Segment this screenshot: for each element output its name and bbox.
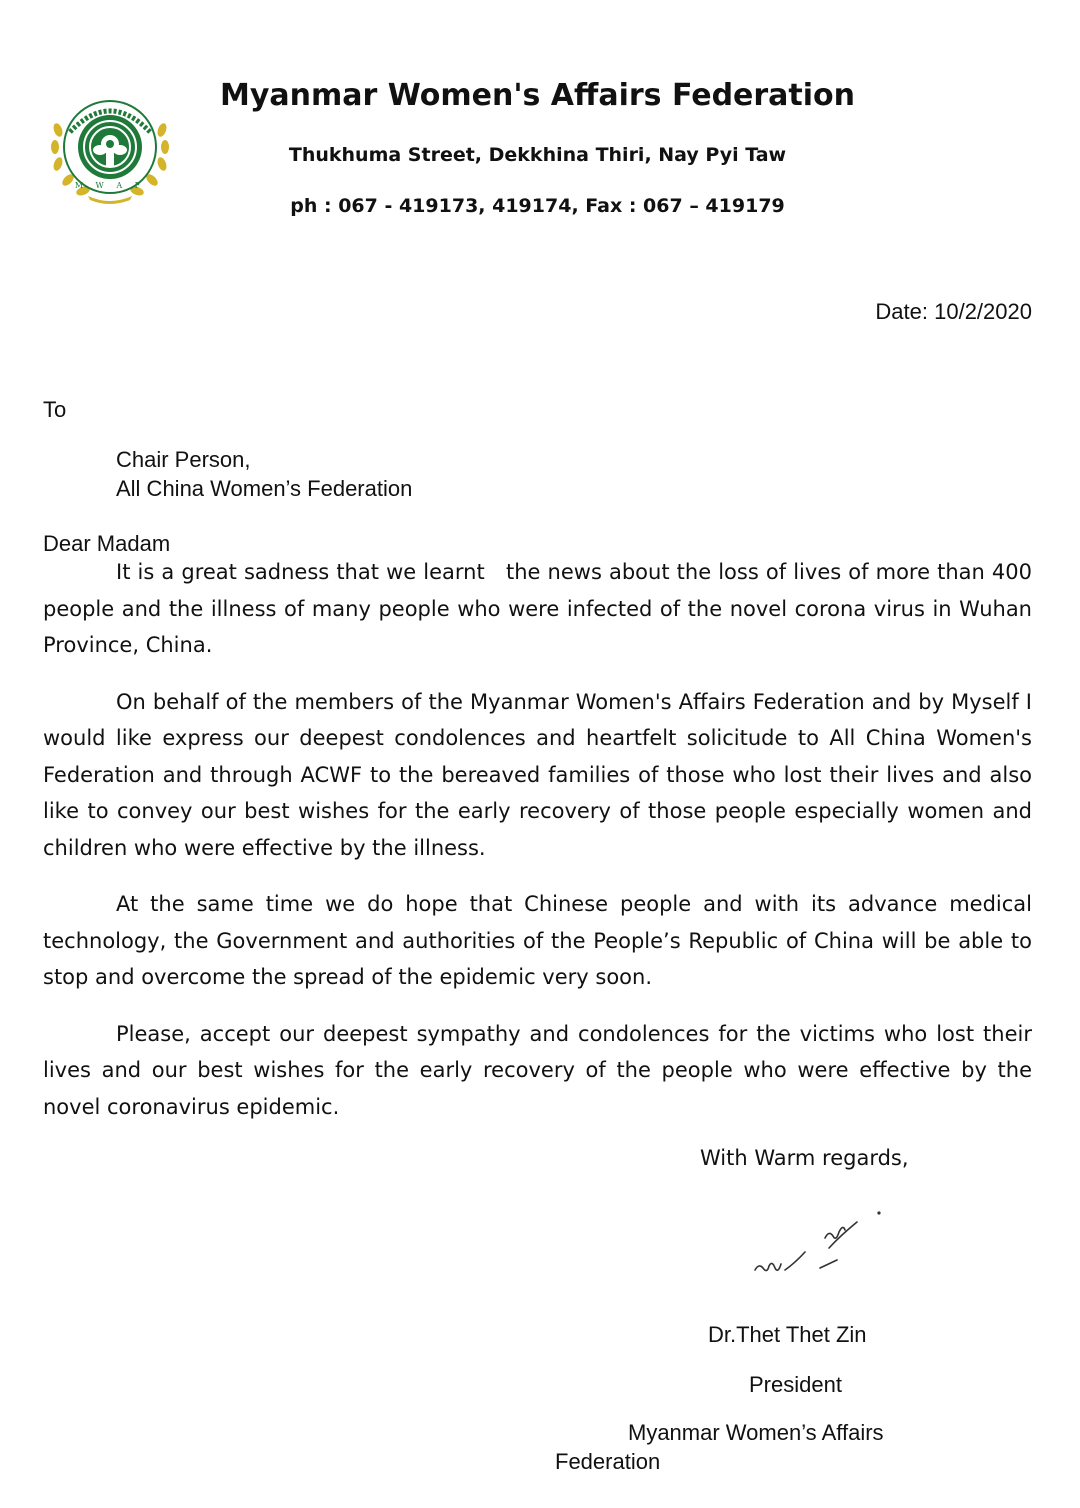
org-address: Thukhuma Street, Dekkhina Thiri, Nay Pyi Taw xyxy=(288,144,787,166)
signer-organization-line1: Myanmar Women’s Affairs xyxy=(628,1420,884,1445)
closing: With Warm regards, xyxy=(700,1146,909,1170)
recipient-organization: All China Women’s Federation xyxy=(116,476,413,501)
to-label: To xyxy=(43,397,67,422)
org-name: Myanmar Women's Affairs Federation xyxy=(219,78,856,113)
signer-organization-line2: Federation xyxy=(555,1449,661,1474)
body-paragraph: Please, accept our deepest sympathy and condolences for the victims who lost their lives and our best wishes for the early recovery of the people who were effective by the novel coronavirus epidemic. xyxy=(43,1021,1032,1119)
letter-date: Date: 10/2/2020 xyxy=(875,299,1032,324)
body-paragraph: It is a great sadness that we learnt the news about the loss of lives of more than 400 people and the illness of many people who were infected of the novel corona virus in Wuhan Province, China. xyxy=(43,560,1032,657)
salutation: Dear Madam xyxy=(43,531,171,556)
svg-text:M W A F: M W A F xyxy=(74,181,146,190)
recipient-block xyxy=(116,445,412,503)
signer-title: President xyxy=(749,1372,842,1397)
letter-body xyxy=(43,554,1032,1145)
body-paragraph: At the same time we do hope that Chinese people and with its advance medical technology, the Government and authorities of the People’s Republic of China will be able to stop and overcome the spread of the epidemic very soon. xyxy=(43,892,1032,989)
handwritten-signature xyxy=(745,1208,885,1283)
signer-name: Dr.Thet Thet Zin xyxy=(708,1322,867,1347)
org-phone: ph : 067 - 419173, 419174, Fax : 067 – 419179 xyxy=(290,195,785,217)
body-paragraph: On behalf of the members of the Myanmar Women's Affairs Federation and by Myself I would like express our deepest condolences and heartfelt solicitude to All China Women's Federation and through ACWF to the bereaved families of those who lost their lives and also like to convey our best wishes for the early recovery of those people especially women and children who were effective by the illness. xyxy=(43,689,1032,860)
recipient-title: Chair Person, xyxy=(116,447,251,472)
